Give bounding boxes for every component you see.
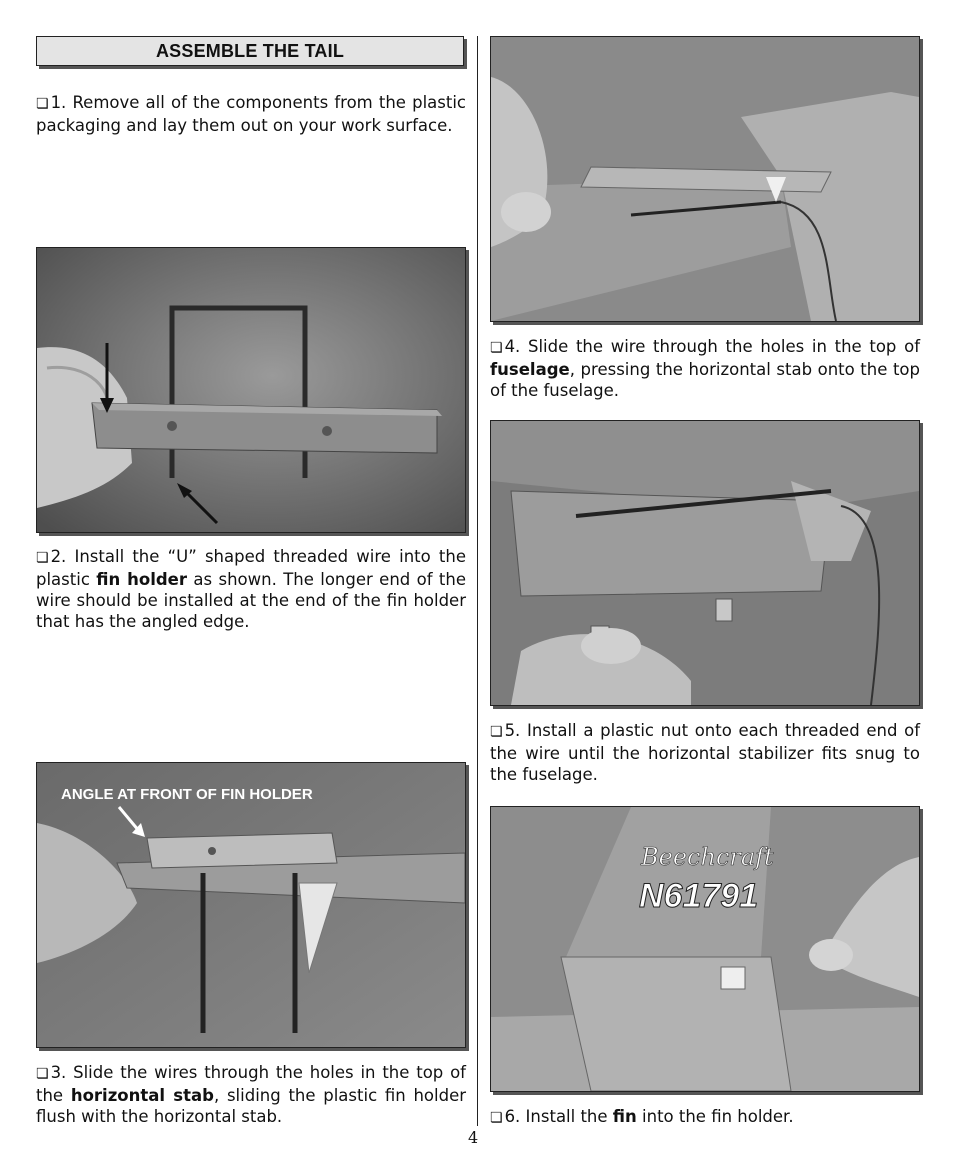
step-2-text: 2. Install the “U” shaped threaded wire into the plastic: [36, 547, 466, 589]
step-6-keyword: fin: [612, 1107, 637, 1126]
step-4-text: 4. Slide the wire through the holes in the top of: [504, 337, 920, 356]
step-1: [36, 92, 466, 136]
page-number: 4: [468, 1128, 479, 1147]
step-4: [490, 336, 920, 401]
step-6: [490, 1106, 920, 1129]
section-title: ASSEMBLE THE TAIL: [155, 40, 345, 61]
checkbox-icon[interactable]: ❏: [36, 96, 49, 112]
step-3-text: 3. Slide the wires through the holes in the top of the: [36, 1063, 466, 1105]
checkbox-icon[interactable]: ❏: [490, 724, 503, 740]
step-5-text: 5. Install a plastic nut onto each threaded end of the wire until the horizontal stabilizer fits snug to the fuselage.: [490, 721, 920, 784]
photo-wire-through-fuselage: [490, 36, 920, 322]
checkbox-icon[interactable]: ❏: [490, 340, 503, 356]
column-divider: [477, 36, 478, 1126]
checkbox-icon[interactable]: ❏: [36, 550, 49, 566]
fin-logo-text: Beechcraft: [641, 843, 774, 871]
step-1-text: 1. Remove all of the components from the plastic packaging and lay them out on your work surface.: [36, 93, 466, 135]
step-3: [36, 1062, 466, 1127]
step-6-text-end: into the fin holder.: [636, 1107, 794, 1126]
step-5: [490, 720, 920, 785]
step-2: [36, 546, 466, 632]
step-2-keyword: fin holder: [96, 570, 188, 589]
step-6-text: 6. Install the: [504, 1107, 613, 1126]
photo-install-nuts: [490, 420, 920, 706]
photo-fin-holder-on-stab: [36, 762, 466, 1048]
step-4-keyword: fuselage: [490, 360, 570, 379]
fin-registration-text: N61791: [639, 877, 759, 915]
step-3-keyword: horizontal stab: [70, 1086, 214, 1105]
step-2-text-end: as shown. The longer end of the wire should be installed at the end of the fin holder that has the angled edge.: [36, 570, 466, 631]
photo-u-wire-fin-holder: [36, 247, 466, 533]
photo-fin-installed: [490, 806, 920, 1092]
section-header: [36, 36, 464, 66]
checkbox-icon[interactable]: ❏: [36, 1066, 49, 1082]
step-4-text-end: , pressing the horizontal stab onto the top of the fuselage.: [490, 360, 920, 400]
photo-3-caption: ANGLE AT FRONT OF FIN HOLDER: [61, 786, 313, 803]
step-3-text-end: , sliding the plastic fin holder flush with the horizontal stab.: [36, 1086, 467, 1126]
checkbox-icon[interactable]: ❏: [490, 1110, 503, 1126]
